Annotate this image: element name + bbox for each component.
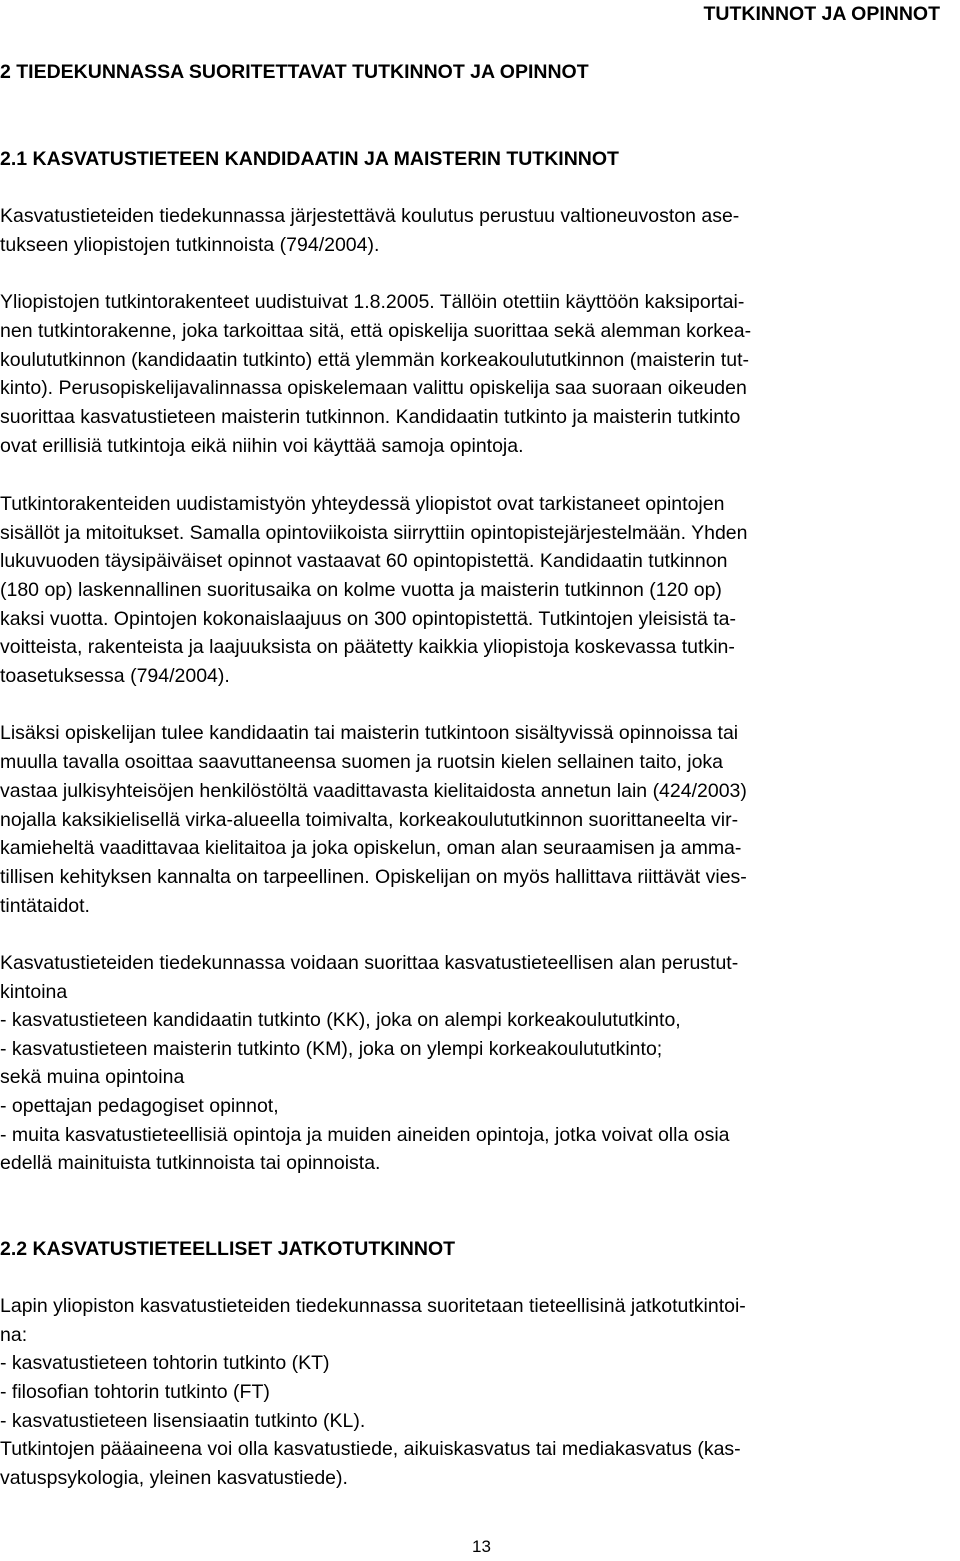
section-heading-2-2: 2.2 KASVATUSTIETEELLISET JATKOTUTKINNOT [0, 1238, 456, 1260]
text-line: edellä mainituista tutkinnoista tai opinnoista. [0, 1152, 381, 1174]
text-line: tillisen kehityksen kannalta on tarpeellinen. Opiskelijan on myös hallittava riittävät vies- [0, 866, 747, 888]
text-line: Yliopistojen tutkintorakenteet uudistuivat 1.8.2005. Tällöin otettiin käyttöön kaksiportai- [0, 291, 745, 313]
list-item: - kasvatustieteen kandidaatin tutkinto (KK), joka on alempi korkeakoulututkinto, [0, 1009, 681, 1031]
text-line: lukuvuoden täysipäiväiset opinnot vastaavat 60 opintopistettä. Kandidaatin tutkinnon [0, 550, 728, 572]
text-line: Kasvatustieteiden tiedekunnassa järjestettävä koulutus perustuu valtioneuvoston ase- [0, 205, 740, 227]
text-line: muulla tavalla osoittaa saavuttaneensa suomen ja ruotsin kielen sellainen taito, joka [0, 751, 724, 773]
text-line: suorittaa kasvatustieteen maisterin tutkinnon. Kandidaatin tutkinto ja maisterin tutkinto [0, 406, 741, 428]
text-line: ovat erillisiä tutkintoja eikä niihin voi käyttää samoja opintoja. [0, 435, 524, 457]
text-line: Lisäksi opiskelijan tulee kandidaatin tai maisterin tutkintoon sisältyvissä opinnoissa tai [0, 722, 739, 744]
text-line: sekä muina opintoina [0, 1066, 185, 1088]
text-line: Lapin yliopiston kasvatustieteiden tiedekunnassa suoritetaan tieteellisinä jatkotutkintoi- [0, 1295, 746, 1317]
list-item: - kasvatustieteen maisterin tutkinto (KM), joka on ylempi korkeakoulututkinto; [0, 1038, 663, 1060]
list-item: - muita kasvatustieteellisiä opintoja ja muiden aineiden opintoja, jotka voivat olla osia [0, 1124, 730, 1146]
text-line: Kasvatustieteiden tiedekunnassa voidaan suorittaa kasvatustieteellisen alan perustut- [0, 952, 739, 974]
text-line: voitteista, rakenteista ja laajuuksista on päätetty kaikkia yliopistoja koskevassa tutkin- [0, 636, 735, 658]
text-line: tintätaidot. [0, 895, 90, 917]
list-item: - filosofian tohtorin tutkinto (FT) [0, 1381, 270, 1403]
text-line: nen tutkintorakenne, joka tarkoittaa sitä, että opiskelija suorittaa sekä alemman korkea- [0, 320, 752, 342]
text-line: tukseen yliopistojen tutkinnoista (794/2004). [0, 234, 380, 256]
text-line: Tutkintojen pääaineena voi olla kasvatustiede, aikuiskasvatus tai mediakasvatus (kas- [0, 1438, 741, 1460]
text-line: kamieheltä vaadittavaa kielitaitoa ja joka opiskelun, oman alan seuraamisen ja amma- [0, 837, 742, 859]
text-line: toasetuksessa (794/2004). [0, 665, 230, 687]
text-line: koulututkinnon (kandidaatin tutkinto) että ylemmän korkeakoulututkinnon (maisterin tut- [0, 349, 749, 371]
page-number: 13 [472, 1537, 491, 1556]
text-line: na: [0, 1324, 28, 1346]
list-item: - kasvatustieteen tohtorin tutkinto (KT) [0, 1352, 330, 1374]
text-line: Tutkintorakenteiden uudistamistyön yhteydessä yliopistot ovat tarkistaneet opintojen [0, 493, 725, 515]
text-line: kinto). Perusopiskelijavalinnassa opiskelemaan valittu opiskelija saa suoraan oikeuden [0, 377, 747, 399]
text-line: nojalla kaksikielisellä virka-alueella toimivalta, korkeakoulututkinnon suorittaneelta vir- [0, 809, 739, 831]
text-line: vatuspsykologia, yleinen kasvatustiede). [0, 1467, 348, 1489]
list-item: - opettajan pedagogiset opinnot, [0, 1095, 279, 1117]
running-header: TUTKINNOT JA OPINNOT [703, 3, 940, 25]
text-line: (180 op) laskennallinen suoritusaika on kolme vuotta ja maisterin tutkinnon (120 op) [0, 579, 722, 601]
text-line: vastaa julkisyhteisöjen henkilöstöltä vaadittavasta kielitaidosta annetun lain (424/2003) [0, 780, 747, 802]
chapter-heading: 2 TIEDEKUNNASSA SUORITETTAVAT TUTKINNOT JA OPINNOT [0, 61, 589, 83]
section-heading-2-1: 2.1 KASVATUSTIETEEN KANDIDAATIN JA MAISTERIN TUTKINNOT [0, 148, 619, 170]
text-line: kintoina [0, 981, 68, 1003]
list-item: - kasvatustieteen lisensiaatin tutkinto (KL). [0, 1410, 366, 1432]
text-line: kaksi vuotta. Opintojen kokonaislaajuus on 300 opintopistettä. Tutkintojen yleisistä ta- [0, 608, 737, 630]
text-line: sisällöt ja mitoitukset. Samalla opintoviikoista siirryttiin opintopistejärjestelmään. Yhden [0, 522, 748, 544]
